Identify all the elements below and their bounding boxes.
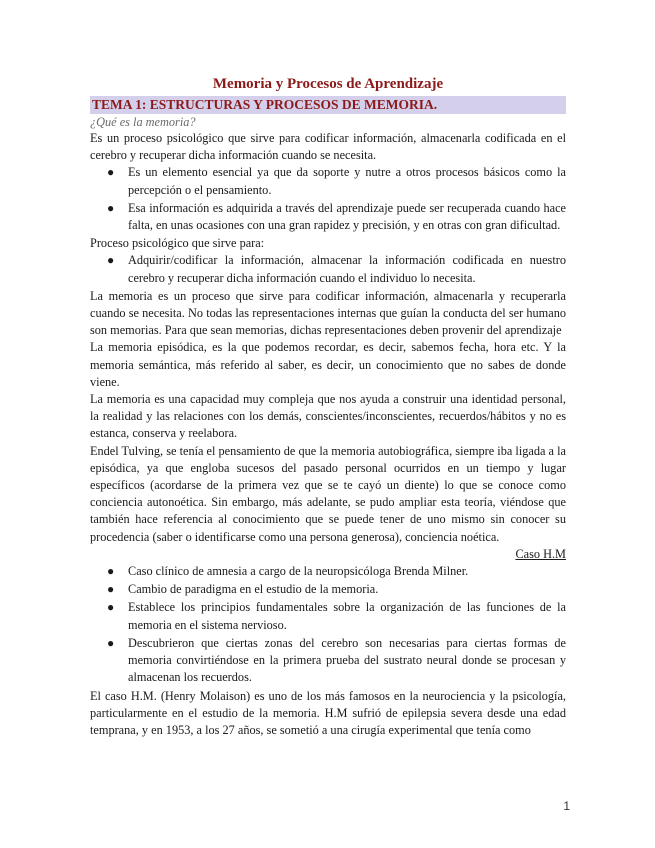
bullet-icon: ● bbox=[107, 635, 115, 650]
list-item: ● Caso clínico de amnesia a cargo de la neuropsicóloga Brenda Milner. bbox=[90, 563, 566, 580]
section-subheading: ¿Qué es la memoria? bbox=[90, 115, 196, 129]
section-heading: TEMA 1: ESTRUCTURAS Y PROCESOS DE MEMORIA. bbox=[90, 96, 566, 114]
list-item: ● Establece los principios fundamentales sobre la organización de las funciones de la memoria en el sistema nervioso. bbox=[107, 600, 566, 632]
list-item: ● Descubrieron que ciertas zonas del cerebro son necesarias para ciertas formas de memoria convirtiéndose en la primera prueba del sustrato neural donde se procesan y almacenan los recuerdos. bbox=[107, 635, 566, 685]
bullet-list-1 bbox=[90, 164, 566, 234]
paragraph-tulving: Endel Tulving, se tenía el pensamiento de que la memoria autobiográfica, siempre iba ligada a la episódica, ya que engloba sucesos del pasado personal ocurridos en un tiempo y lugar específicos (acordarse de la primera vez que se te cayó un diente) lo que se conoce como conciencia autonoética. Sin embargo, más adelante, se pudo ampliar esta teoría, viéndose que también hace referencia al conocimiento que se puede tener de uno mismo sin conocer su procedencia (saber o identificarse como una persona generosa), conciencia noética. bbox=[90, 443, 566, 544]
list-item: ● Es un elemento esencial ya que da soporte y nutre a otros procesos básicos como la percepción o el pensamiento. bbox=[107, 165, 566, 197]
caso-label: Caso H.M bbox=[515, 546, 566, 561]
bullet-icon: ● bbox=[107, 253, 115, 268]
intro-paragraph: Es un proceso psicológico que sirve para codificar información, almacenarla codificada en el cerebro y recuperar dicha información cuando se necesita. bbox=[90, 131, 566, 163]
bullet-list-3 bbox=[90, 563, 566, 686]
document-body bbox=[90, 72, 566, 739]
bullet-list-2 bbox=[90, 252, 566, 286]
paragraph-capacidad: La memoria es una capacidad muy compleja que nos ayuda a construir una identidad personal, la realidad y las relaciones con los demás, conscientes/inconscientes, recuerdos/hábitos y no es estanca, conserva y reelabora. bbox=[90, 392, 566, 441]
paragraph-caso-hm: El caso H.M. (Henry Molaison) es uno de los más famosos en la neurociencia y la psicología, particularmente en el estudio de la memoria. H.M sufrió de epilepsia severa desde una edad temprana, y en 1953, a los 27 años, se sometió a una cirugía experimental que tenía como bbox=[90, 688, 566, 737]
list-item: ● Adquirir/codificar la información, almacenar la información codificada en nuestro cerebro y recuperar dicha información cuando el individuo lo necesita. bbox=[107, 253, 566, 285]
bullet-icon: ● bbox=[107, 600, 115, 615]
page-number: 1 bbox=[563, 799, 570, 813]
bullet-icon: ● bbox=[107, 200, 115, 215]
list-item: ● Esa información es adquirida a través del aprendizaje puede ser recuperada cuando hace falta, en unas ocasiones con una gran rapidez y precisión, y en otras con gran dificultad. bbox=[107, 200, 566, 233]
bullet-icon: ● bbox=[107, 582, 115, 597]
proceso-label: Proceso psicológico que sirve para: bbox=[90, 236, 265, 251]
bullet-icon: ● bbox=[107, 564, 115, 579]
bullet-icon: ● bbox=[107, 165, 115, 180]
document-title: Memoria y Procesos de Aprendizaje bbox=[212, 76, 444, 92]
list-item: ● Cambio de paradigma en el estudio de la memoria. bbox=[90, 581, 566, 598]
paragraph-memoria: La memoria es un proceso que sirve para codificar información, almacenarla y recuperarla cuando se necesita. No todas las representaciones internas que guían la conducta del ser humano son memorias. Para que sean memorias, dichas representaciones deben provenir del aprendizaje bbox=[90, 288, 566, 338]
paragraph-episodica: La memoria episódica, es la que podemos recordar, es decir, sabemos fecha, hora etc. Y la memoria semántica, más referido al saber, es decir, un conocimiento que no sabes de donde viene. bbox=[90, 340, 566, 389]
